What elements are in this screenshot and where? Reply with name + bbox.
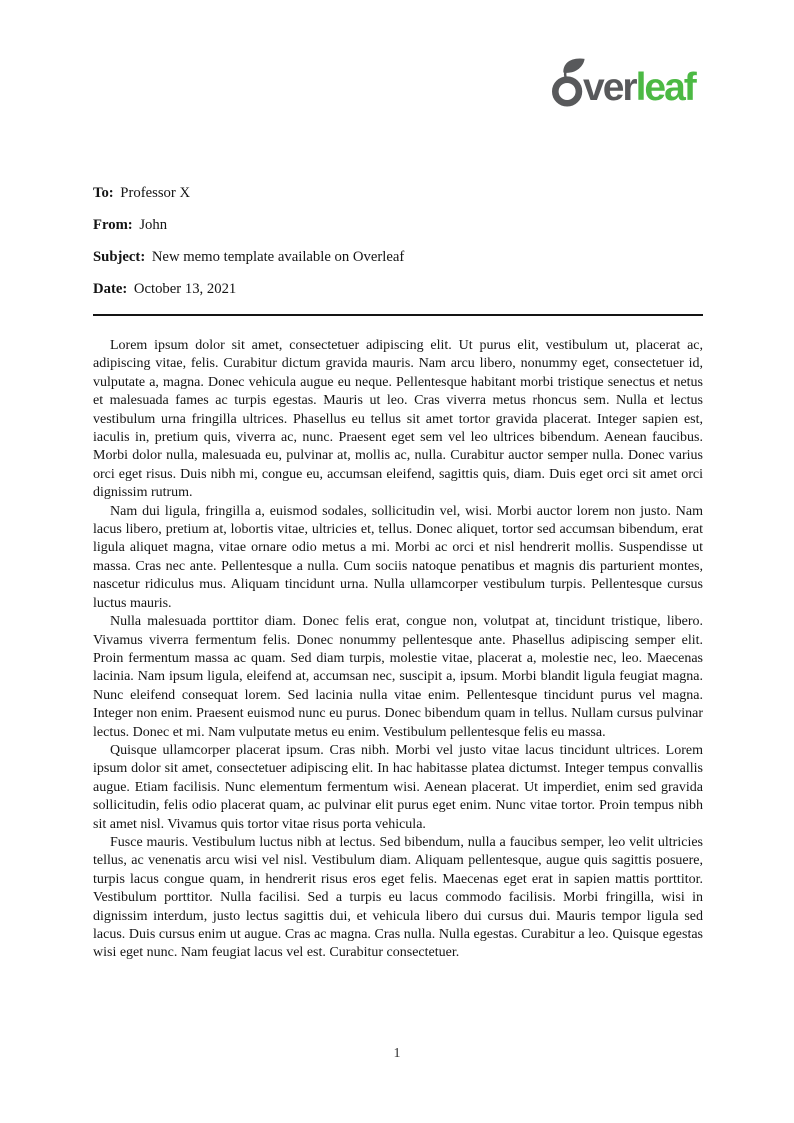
body-paragraph-4: Quisque ullamcorper placerat ipsum. Cras nibh. Morbi vel justo vitae lacus tincidunt ultrices. Lorem ipsum dolor sit amet, consectetuer adipiscing elit. In hac habitasse platea dictumst. Integer tempus convallis augue. Etiam facilisis. Nunc elementum fermentum wisi. Aenean placerat. Ut imperdiet, enim sed gravida sollicitudin, felis odio placerat quam, ac pulvinar elit purus eget enim. Nunc vitae tortor. Proin tempus nibh sit amet nisl. Vivamus quis tortor vitae risus porta vehicula. [93, 742, 703, 832]
body-paragraph-3: Nulla malesuada porttitor diam. Donec felis erat, congue non, volutpat at, tincidunt tristique, libero. Vivamus viverra fermentum felis. Donec nonummy pellentesque ante. Phasellus adipiscing semper elit. Proin fermentum massa ac quam. Sed diam turpis, molestie vitae, placerat a, molestie nec, leo. Maecenas lacinia. Nam ipsum ligula, eleifend at, accumsan nec, suscipit a, ipsum. Morbi blandit ligula feugiat magna. Nunc eleifend consequat lorem. Sed lacinia nulla vitae enim. Pellentesque tincidunt purus vel magna. Integer non enim. Praesent euismod nunc eu purus. Donec bibendum quam in tellus. Nullam cursus pulvinar lectus. Donec et mi. Nam vulputate metus eu enim. Vestibulum pellentesque felis eu massa. [93, 614, 703, 740]
memo-field-to [93, 183, 703, 203]
memo-field-date-label: Date: [93, 281, 128, 297]
overleaf-logo [552, 56, 708, 108]
body-paragraph-2: Nam dui ligula, fringilla a, euismod sodales, sollicitudin vel, wisi. Morbi auctor lorem non justo. Nam lacus libero, pretium at, lobortis vitae, ultricies et, tellus. Donec aliquet, tortor sed accumsan bibendum, erat ligula aliquet magna, vitae ornare odio metus a mi. Morbi ac orci et nisl hendrerit mollis. Suspendisse ut massa. Cras nec ante. Pellentesque a nulla. Cum sociis natoque penatibus et magnis dis parturient montes, nascetur ridiculus mus. Aliquam tincidunt urna. Nulla ullamcorper vestibulum turpis. Pellentesque cursus luctus mauris. [93, 503, 703, 611]
memo-field-to-label: To: [93, 185, 114, 201]
overleaf-o-leaf-icon [552, 56, 586, 108]
memo-field-from-label: From: [93, 217, 133, 233]
body-paragraph-1: Lorem ipsum dolor sit amet, consectetuer adipiscing elit. Ut purus elit, vestibulum ut, placerat ac, adipiscing vitae, felis. Curabitur dictum gravida mauris. Nam arcu libero, nonummy eget, consectetuer id, vulputate a, magna. Donec vehicula augue eu neque. Pellentesque habitant morbi tristique senectus et netus et malesuada fames ac turpis egestas. Mauris ut leo. Cras viverra metus rhoncus sem. Nulla et lectus vestibulum urna fringilla ultrices. Phasellus eu tellus sit amet tortor gravida placerat. Integer sapien est, iaculis in, pretium quis, viverra ac, nunc. Praesent eget sem vel leo ultrices bibendum. Aenean faucibus. Morbi dolor nulla, malesuada eu, pulvinar at, mollis ac, nulla. Curabitur auctor semper nulla. Donec varius orci eget risus. Duis nibh mi, congue eu, accumsan eleifend, sagittis quis, diam. Duis eget orci sit amet orci dignissim rutrum. [93, 338, 703, 501]
memo-field-to-value: Professor X [120, 185, 191, 201]
memo-field-date [93, 279, 703, 299]
memo-header-fields [93, 183, 703, 311]
memo-field-date-value: October 13, 2021 [133, 281, 237, 297]
page-number: 1 [393, 1046, 401, 1061]
memo-field-subject-label: Subject: [93, 249, 146, 265]
page-footer [0, 1046, 794, 1062]
memo-field-from [93, 215, 703, 235]
body-paragraph-5: Fusce mauris. Vestibulum luctus nibh at lectus. Sed bibendum, nulla a faucibus semper, leo velit ultricies tellus, ac venenatis arcu wisi vel nisl. Vestibulum diam. Aliquam pellentesque, augue quis sagittis posuere, turpis lacus congue quam, in hendrerit risus eros eget felis. Maecenas eget erat in sapien mattis porttitor. Vestibulum porttitor. Nulla facilisi. Sed a turpis eu lacus commodo facilisis. Morbi fringilla, wisi in dignissim interdum, justo lectus sagittis dui, et vehicula libero dui cursus dui. Mauris tempor ligula sed lacus. Duis cursus enim ut augue. Cras ac magna. Cras nulla. Nulla egestas. Curabitur a leo. Quisque egestas wisi eget nunc. Nam feugiat lacus vel est. Curabitur consectetuer. [93, 834, 703, 961]
overleaf-logo-text [583, 68, 695, 107]
header-divider-rule [93, 314, 703, 316]
memo-field-from-value: John [139, 217, 168, 233]
memo-field-subject-value: New memo template available on Overleaf [151, 249, 405, 265]
logo-text-gray: ver [583, 66, 636, 109]
memo-body [93, 337, 703, 963]
memo-field-subject [93, 247, 703, 267]
logo-text-green: leaf [635, 66, 695, 109]
